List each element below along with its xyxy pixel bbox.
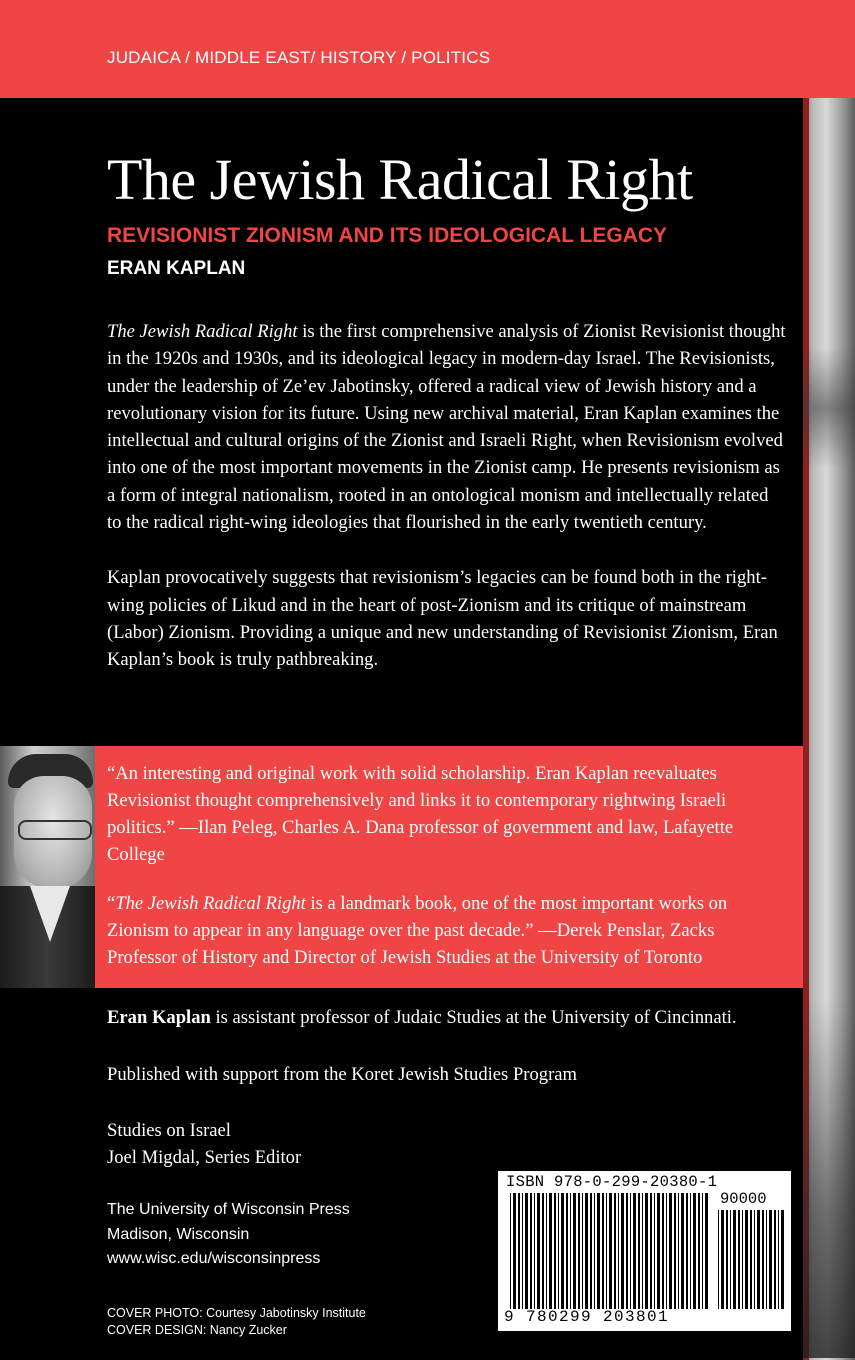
barcode-bar <box>633 1193 636 1309</box>
barcode-bar <box>510 1193 511 1309</box>
barcode-bar <box>578 1193 580 1309</box>
barcode-bar <box>573 1193 576 1309</box>
barcode-bar <box>645 1193 648 1309</box>
barcode-bar <box>730 1210 731 1309</box>
barcode-bar <box>522 1193 523 1309</box>
barcode-bar <box>674 1193 676 1309</box>
series-editor: Joel Migdal, Series Editor <box>107 1147 302 1168</box>
isbn-text: ISBN 978-0-299-20380-1 <box>506 1173 718 1191</box>
barcode-bar <box>726 1210 728 1309</box>
barcode-bar <box>558 1193 559 1309</box>
barcode-bar <box>513 1193 516 1309</box>
barcode-bar <box>762 1210 764 1309</box>
description-paragraph-1 <box>107 318 787 536</box>
barcode-bar <box>582 1193 583 1309</box>
endorsement-2-title-ref: The Jewish Radical Right <box>115 893 306 914</box>
endorsement-2-open-quote: “ <box>107 893 116 914</box>
barcode-bar <box>738 1210 740 1309</box>
barcode-bar <box>609 1193 612 1309</box>
barcode-bar <box>537 1193 540 1309</box>
portrait-glasses <box>18 820 92 840</box>
barcode-digits: 9 780299 203801 <box>504 1308 670 1326</box>
publisher-location: Madison, Wisconsin <box>107 1225 250 1243</box>
barcode-bar <box>742 1210 743 1309</box>
cover-photo-credit: COVER PHOTO: Courtesy Jabotinsky Institute <box>107 1306 366 1320</box>
barcode-main-bars <box>510 1193 710 1309</box>
photo-shade-top <box>803 348 855 468</box>
barcode-bar <box>654 1193 655 1309</box>
barcode-bar <box>594 1193 595 1309</box>
barcode-bar <box>602 1193 604 1309</box>
barcode-bar <box>666 1193 667 1309</box>
barcode-bar <box>733 1210 736 1309</box>
barcode-bar <box>757 1210 760 1309</box>
author-bio-name: Eran Kaplan <box>107 1007 211 1028</box>
barcode-bar <box>721 1210 724 1309</box>
barcode-bar <box>657 1193 660 1309</box>
barcode-bar <box>585 1193 588 1309</box>
barcode-bar <box>681 1193 684 1309</box>
barcode-bar <box>774 1210 776 1309</box>
cover-photo-edge <box>803 98 855 1360</box>
barcode-bar <box>745 1210 748 1309</box>
endorsement-1: “An interesting and original work with solid scholarship. Eran Kaplan reevaluates Revisionist thought comprehensively and links it to contemporary rightwing Israeli politics.” —Ilan Peleg, Charles A. Dana professor of government and law, Lafayette College <box>107 763 734 865</box>
barcode-bar <box>669 1193 672 1309</box>
publisher-name: The University of Wisconsin Press <box>107 1201 350 1218</box>
barcode-bar <box>750 1210 752 1309</box>
barcode-bar <box>618 1193 619 1309</box>
barcode-bar <box>546 1193 547 1309</box>
book-author: ERAN KAPLAN <box>107 258 246 279</box>
description-p1-text: is the first comprehensive analysis of Zionist Revisionist thought in the 1920s and 1930s, and its ideological legacy in modern-day Israel. The Revisionists, under the leadership of Ze’ev Jabotinsky, offered a radical view of Jewish history and a revolutionary vision for its future. Using new archival material, Eran Kaplan examines the intellectual and cultural origins of the Zionist and Israeli Right, when Revisionism evolved into one of the most important movements in the Zionist camp. He presents revisionism as a form of integral nationalism, rooted in an ontological monism and intellectually related to the radical right-wing ideologies that flourished in the early twentieth century. <box>107 321 786 534</box>
barcode-bar <box>766 1210 767 1309</box>
series-name: Studies on Israel <box>107 1120 231 1141</box>
barcode-bar <box>554 1193 556 1309</box>
barcode-bar <box>566 1193 568 1309</box>
barcode-bar <box>718 1210 719 1309</box>
top-band <box>0 0 855 98</box>
endorsement-2 <box>107 890 787 971</box>
barcode-bar <box>597 1193 600 1309</box>
barcode-box <box>498 1171 791 1331</box>
barcode-bar <box>518 1193 520 1309</box>
author-bio <box>107 1004 797 1031</box>
barcode-bar <box>698 1193 700 1309</box>
barcode-bar <box>686 1193 688 1309</box>
barcode-bar <box>702 1193 703 1309</box>
description-paragraph-2: Kaplan provocatively suggests that revisionism’s legacies can be found both in the right-wing policies of Likud and in the heart of post-Zionism and its critique of mainstream (Labor) Zionism. Providing a unique and new understanding of Revisionist Zionism, Eran Kaplan’s book is truly pathbreaking. <box>107 567 778 671</box>
barcode-bar <box>561 1193 564 1309</box>
support-note: Published with support from the Koret Jewish Studies Program <box>107 1064 577 1085</box>
barcode-bar <box>621 1193 624 1309</box>
barcode-bar <box>642 1193 643 1309</box>
price-code: 90000 <box>720 1190 767 1208</box>
publisher-info <box>107 1198 350 1272</box>
barcode-bar <box>630 1193 631 1309</box>
barcode-bar <box>606 1193 607 1309</box>
barcode-bar <box>693 1193 696 1309</box>
barcode-bar <box>650 1193 652 1309</box>
cover-credits <box>107 1305 366 1339</box>
barcode-bar <box>614 1193 616 1309</box>
barcode-bar <box>769 1210 772 1309</box>
barcode-bar <box>530 1193 532 1309</box>
endorsements <box>107 760 787 993</box>
barcode-bar <box>525 1193 528 1309</box>
book-title: The Jewish Radical Right <box>107 147 693 212</box>
cover-design-credit: COVER DESIGN: Nancy Zucker <box>107 1323 287 1337</box>
series-info <box>107 1117 301 1171</box>
barcode-bar <box>781 1210 784 1309</box>
barcode-bar <box>662 1193 664 1309</box>
barcode-bar <box>590 1193 592 1309</box>
barcode-addon-bars <box>718 1210 784 1309</box>
book-description <box>107 318 787 702</box>
photo-shade-bottom <box>803 998 855 1358</box>
barcode-bar <box>570 1193 571 1309</box>
barcode-bar <box>542 1193 544 1309</box>
barcode-bar <box>678 1193 679 1309</box>
author-portrait-photo <box>0 746 95 988</box>
barcode-bar <box>534 1193 535 1309</box>
barcode-bar <box>690 1193 691 1309</box>
barcode-bar <box>754 1210 755 1309</box>
author-bio-text: is assistant professor of Judaic Studies at the University of Cincinnati. <box>210 1007 737 1028</box>
barcode-bar <box>778 1210 779 1309</box>
barcode-bar <box>638 1193 640 1309</box>
barcode-bar <box>705 1193 708 1309</box>
endorsement-2-text: is a landmark book, one of the most important works on Zionism to appear in any language over the past decade.” —Derek Penslar, Zacks Professor of History and Director of Jewish Studies at the University of Toronto <box>107 893 728 968</box>
barcode-bar <box>549 1193 552 1309</box>
description-title-ref: The Jewish Radical Right <box>107 321 298 342</box>
publisher-url: www.wisc.edu/wisconsinpress <box>107 1250 321 1267</box>
category-label: JUDAICA / MIDDLE EAST/ HISTORY / POLITICS <box>107 48 491 67</box>
book-subtitle: REVISIONIST ZIONISM AND ITS IDEOLOGICAL LEGACY <box>107 224 668 247</box>
barcode-bar <box>626 1193 628 1309</box>
